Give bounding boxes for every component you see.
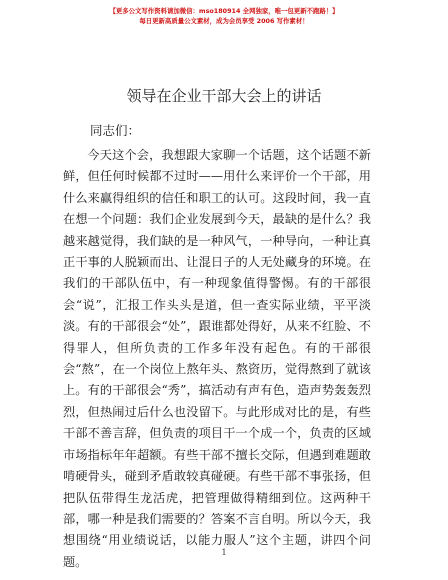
- promo-banner: [0, 6, 448, 26]
- promo-banner-line-1: 【更多公文写作资料请加微信：mso180914 全网独家，唯一包更新不跑路！】: [109, 7, 339, 15]
- page-number: 1: [221, 548, 227, 557]
- document-title: 领导在企业干部大会上的讲话: [126, 87, 322, 105]
- document-body: [63, 145, 371, 573]
- greeting: 同志们：: [90, 123, 141, 138]
- promo-banner-line-2: 每日更新高质量公文素材，成为会员享受 2006 写作素材！: [139, 17, 309, 25]
- body-paragraph: 今天这个会，我想跟大家聊一个话题，这个话题不新鲜，但任何时候都不过时——用什么来评价一个干部，用什么来赢得组织的信任和职工的认可。这段时间，我一直在想一个问题：我们企业发展到今天，最缺的是什么？我越来越觉得，我们缺的是一种风气，一种导向，一种让真正干事的人脱颖而出、让混日子的人无处藏身的环境。在我们的干部队伍中，有一种现象值得警惕。有的干部很会“说”，汇报工作头头是道，但一查实际业绩，平平淡淡。有的干部很会“处”，跟谁都处得好，从来不红脸、不得罪人，但所负责的工作多年没有起色。有的干部很会“熬”，在一个岗位上熬年头、熬资历，觉得熬到了就该上。有的干部很会“秀”，搞活动有声有色，造声势轰轰烈烈，但热闹过后什么也没留下。与此形成对比的是，有些干部不善言辞，但负责的项目干一个成一个，负责的区域市场指标年年超额。有些干部不擅长交际，但遇到难题敢啃硬骨头，碰到矛盾敢较真碰硬。有些干部不事张扬，但把队伍带得生龙活虎，把管理做得精细到位。这两种干部，哪一种是我们需要的？答案不言自明。所以今天，我想围绕“用业绩说话，以能力服人”这个主题，讲四个问题。: [63, 148, 371, 569]
